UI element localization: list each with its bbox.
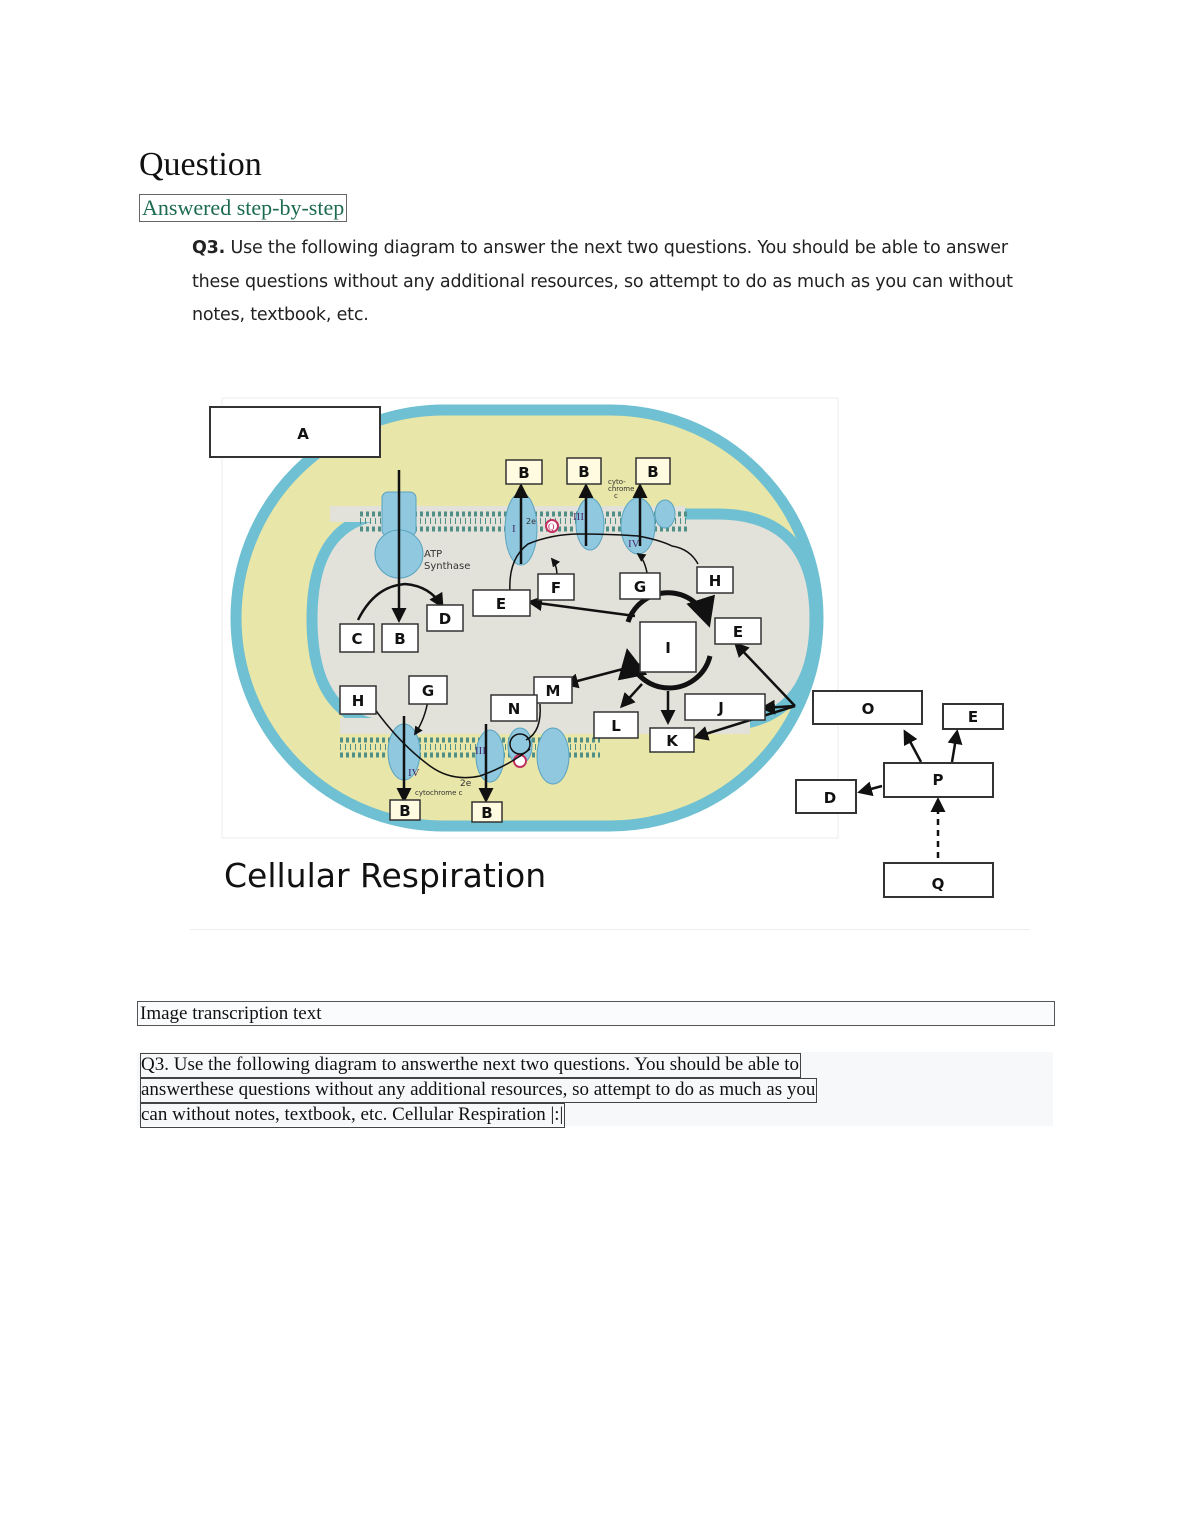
- page-title: Question: [139, 146, 262, 183]
- svg-text:I: I: [512, 523, 516, 535]
- label-box-e-far: [943, 704, 1003, 729]
- svg-text:chrome: chrome: [608, 485, 635, 493]
- cellular-respiration-figure: [190, 394, 1030, 930]
- svg-text:D: D: [823, 789, 837, 807]
- label-box-o: [813, 691, 922, 724]
- svg-text:I: I: [665, 639, 671, 657]
- svg-text:III: III: [573, 511, 584, 523]
- svg-text:G: G: [421, 682, 435, 700]
- svg-text:cytochrome c: cytochrome c: [415, 789, 463, 797]
- svg-text:B: B: [399, 802, 411, 820]
- svg-text:IV: IV: [628, 538, 640, 550]
- svg-text:N: N: [507, 700, 521, 718]
- label-box-i: [640, 622, 696, 672]
- label-box-b-5: [390, 800, 420, 820]
- svg-text:K: K: [666, 732, 678, 750]
- svg-text:M: M: [545, 682, 561, 700]
- svg-text:D: D: [438, 610, 452, 628]
- svg-text:E: E: [967, 708, 979, 726]
- label-box-p: [884, 763, 993, 797]
- diagram-title: Cellular Respiration: [224, 856, 547, 895]
- svg-text:G: G: [633, 578, 647, 596]
- transcription-line: answerthese questions without any additional resources, so attempt to do as much as you: [140, 1078, 817, 1103]
- svg-text:2e: 2e: [526, 517, 537, 526]
- svg-text:C: C: [351, 630, 363, 648]
- label-box-f: [538, 574, 574, 600]
- svg-text:H: H: [708, 572, 722, 590]
- atp-synthase-label-2: Synthase: [424, 561, 471, 572]
- svg-text:cyto-: cyto-: [608, 478, 626, 486]
- svg-text:III: III: [475, 745, 486, 757]
- question-label: Q3.: [192, 238, 226, 258]
- label-box-d-far: [796, 780, 856, 813]
- svg-text:2e: 2e: [460, 779, 472, 789]
- label-box-q: [884, 863, 993, 897]
- svg-text:O: O: [861, 700, 875, 718]
- svg-text:B: B: [647, 463, 659, 481]
- question-text: [192, 232, 1022, 333]
- label-box-b-3: [636, 458, 670, 484]
- label-box-k: [650, 728, 694, 752]
- svg-text:Q: Q: [548, 522, 555, 532]
- label-box-c: [340, 624, 374, 652]
- svg-text:J: J: [718, 699, 724, 717]
- svg-text:E: E: [495, 595, 507, 613]
- svg-text:L: L: [611, 717, 621, 735]
- svg-text:B: B: [481, 804, 493, 822]
- transcription-header[interactable]: Image transcription text: [137, 1001, 1055, 1026]
- svg-text:A: A: [297, 425, 309, 443]
- transcription-line: Q3. Use the following diagram to answerthe next two questions. You should be able to: [140, 1053, 801, 1078]
- label-box-e-left: [473, 590, 530, 616]
- svg-text:F: F: [550, 579, 562, 597]
- label-box-h-bottom: [340, 686, 376, 714]
- atp-synthase-label-1: ATP: [424, 549, 443, 560]
- label-box-b-2: [567, 458, 601, 484]
- label-box-m: [534, 677, 572, 703]
- svg-text:P: P: [932, 771, 944, 789]
- cellular-respiration-diagram: [190, 394, 1030, 929]
- label-box-b-4: [382, 624, 418, 652]
- question-body: Use the following diagram to answer the next two questions. You should be able to answer these questions without any additional resources, so attempt to do as much as you can without notes, textbook, etc.: [192, 238, 1013, 325]
- label-box-d-left: [427, 605, 463, 631]
- svg-text:H: H: [351, 692, 365, 710]
- label-box-b-1: [506, 460, 542, 484]
- label-box-g-top: [620, 573, 660, 599]
- svg-text:IV: IV: [408, 767, 420, 779]
- label-box-h-top: [697, 567, 733, 593]
- label-box-l: [594, 712, 638, 738]
- transcription-body: [137, 1052, 1053, 1126]
- answered-status-link[interactable]: Answered step-by-step: [139, 194, 347, 222]
- svg-text:E: E: [732, 623, 744, 641]
- label-box-a: [210, 407, 380, 457]
- label-box-n: [491, 695, 537, 721]
- label-box-g-bottom: [409, 676, 447, 704]
- label-box-e-right: [715, 618, 761, 644]
- label-box-b-6: [472, 802, 502, 822]
- transcription-line: can without notes, textbook, etc. Cellular Respiration |:|: [140, 1103, 565, 1128]
- svg-text:B: B: [394, 630, 406, 648]
- svg-text:Q: Q: [931, 875, 945, 893]
- svg-text:B: B: [578, 463, 590, 481]
- svg-text:B: B: [518, 464, 530, 482]
- label-box-j: [685, 694, 765, 720]
- svg-text:c: c: [614, 492, 618, 500]
